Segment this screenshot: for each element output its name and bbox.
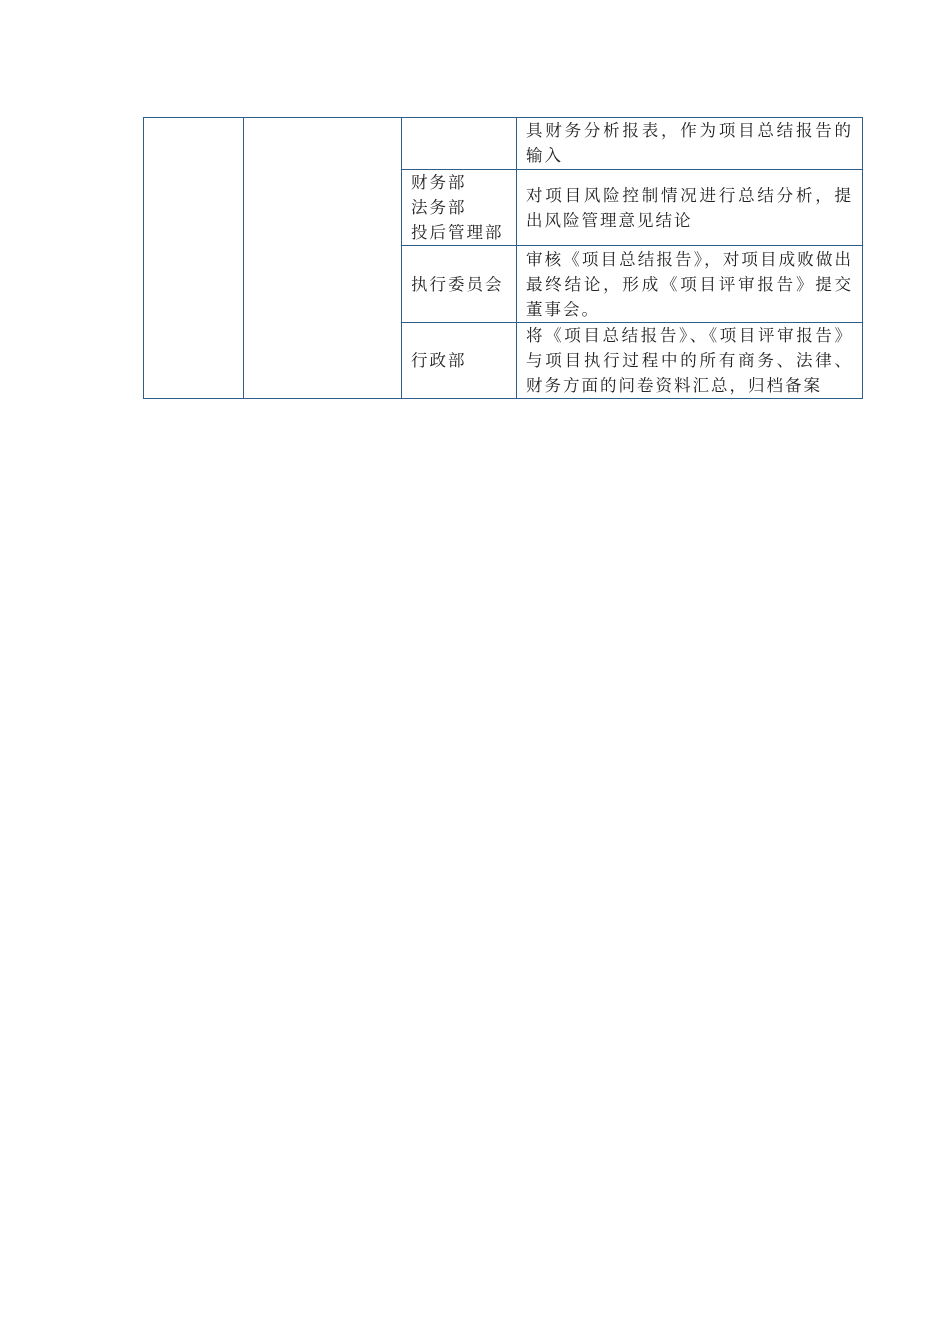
department-cell: [402, 170, 517, 246]
department-name: 执行委员会: [411, 274, 504, 294]
department-name: 财务部: [411, 173, 467, 192]
process-responsibility-table: [143, 117, 863, 399]
description-cell: [517, 118, 863, 170]
department-cell: [402, 118, 517, 170]
description-cell: [517, 246, 863, 323]
department-name: 行政部: [411, 351, 467, 370]
department-name: 法务部: [411, 198, 467, 217]
description-cell: [517, 323, 863, 399]
description-text: 具财务分析报表，作为项目总结报告的输入: [526, 121, 853, 165]
description-text: 将《项目总结报告》、《项目评审报告》与项目执行过程中的所有商务、法律、财务方面的问卷资料汇总，归档备案: [526, 326, 853, 395]
department-cell: [402, 323, 517, 399]
table-row: [144, 118, 863, 170]
description-text: 对项目风险控制情况进行总结分析，提出风险管理意见结论: [526, 185, 853, 230]
description-text: 审核《项目总结报告》，对项目成败做出最终结论，形成《项目评审报告》提交董事会。: [526, 249, 853, 319]
stage-cell: [144, 118, 244, 399]
department-name: 投后管理部: [411, 223, 504, 242]
department-cell: [402, 246, 517, 323]
description-cell: [517, 170, 863, 246]
activity-cell: [244, 118, 402, 399]
